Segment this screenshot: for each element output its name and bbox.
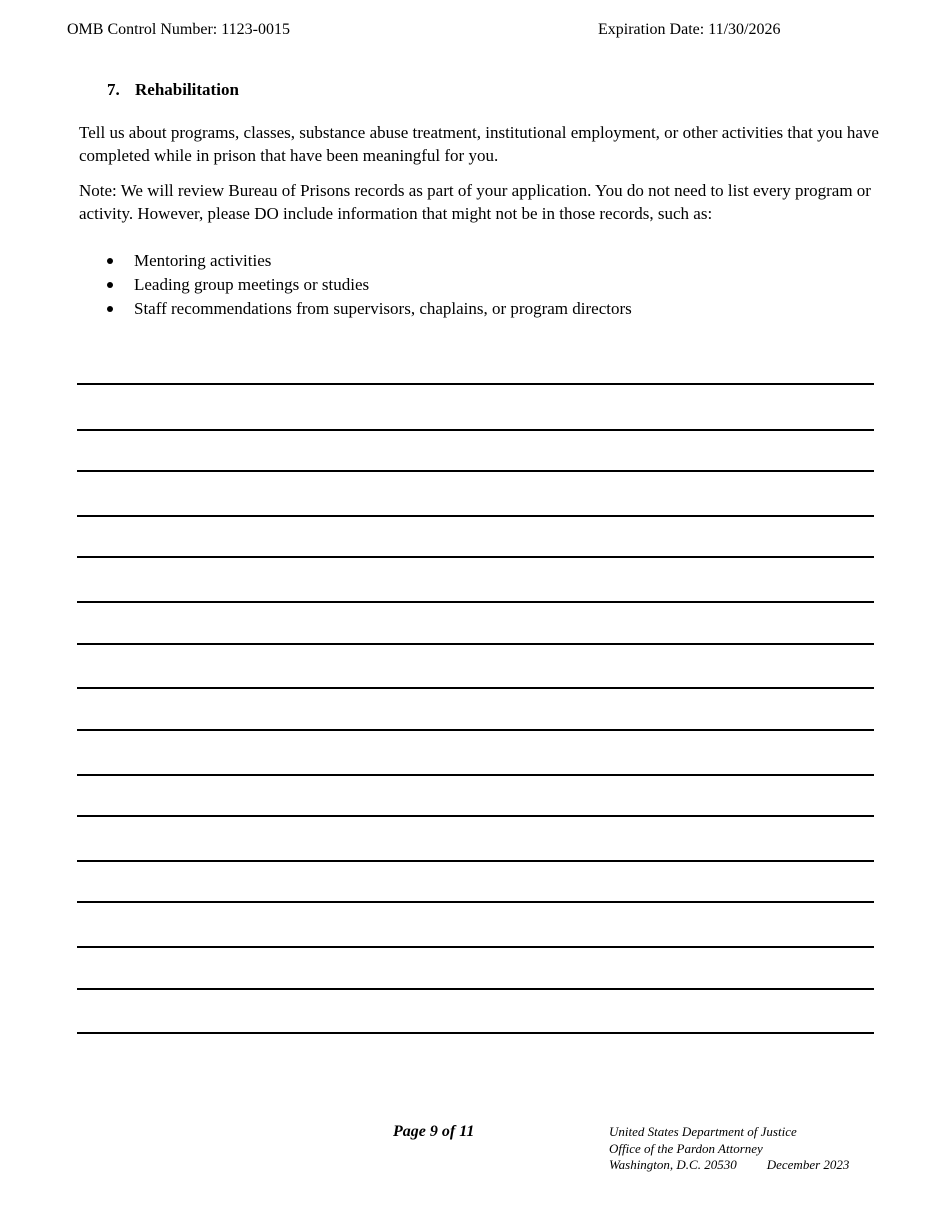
omb-control-number: OMB Control Number: 1123-0015 — [67, 21, 290, 38]
page-number: Page 9 of 11 — [393, 1123, 475, 1140]
section-heading — [107, 79, 239, 100]
answer-line[interactable] — [77, 901, 874, 903]
address: Washington, D.C. 20530 — [609, 1157, 737, 1172]
answer-line[interactable] — [77, 687, 874, 689]
answer-line[interactable] — [77, 383, 874, 385]
answer-line[interactable] — [77, 774, 874, 776]
expiration-date: Expiration Date: 11/30/2026 — [598, 21, 781, 38]
answer-line[interactable] — [77, 556, 874, 558]
answer-line[interactable] — [77, 946, 874, 948]
answer-line[interactable] — [77, 988, 874, 990]
revision-date: December 2023 — [766, 1157, 850, 1172]
list-item — [107, 249, 632, 273]
section-number: 7. — [107, 80, 120, 99]
answer-line[interactable] — [77, 815, 874, 817]
answer-line[interactable] — [77, 601, 874, 603]
bullet-icon — [107, 258, 113, 264]
instructions-paragraph: Tell us about programs, classes, substance abuse treatment, institutional employment, or other activities that you have completed while in prison that have been meaningful for you. — [79, 123, 879, 165]
answer-line[interactable] — [77, 860, 874, 862]
answer-line[interactable] — [77, 643, 874, 645]
answer-line[interactable] — [77, 729, 874, 731]
address-line — [609, 1157, 849, 1174]
list-item-text: Mentoring activities — [134, 251, 272, 270]
answer-line[interactable] — [77, 470, 874, 472]
examples-list — [107, 249, 632, 321]
list-item — [107, 273, 632, 297]
bullet-icon — [107, 282, 113, 288]
note-paragraph: Note: We will review Bureau of Prisons records as part of your application. You do not need to list every program or activity. However, please DO include information that might not be in those records, such as: — [79, 181, 871, 223]
office-name: Office of the Pardon Attorney — [609, 1140, 763, 1156]
department-name: United States Department of Justice — [609, 1124, 797, 1139]
answer-line[interactable] — [77, 429, 874, 431]
answer-line[interactable] — [77, 1032, 874, 1034]
section-title: Rehabilitation — [135, 80, 239, 99]
bullet-icon — [107, 306, 113, 312]
answer-line[interactable] — [77, 515, 874, 517]
list-item — [107, 297, 632, 321]
agency-block — [609, 1124, 849, 1174]
list-item-text: Staff recommendations from supervisors, chaplains, or program directors — [134, 299, 632, 318]
list-item-text: Leading group meetings or studies — [134, 275, 370, 294]
